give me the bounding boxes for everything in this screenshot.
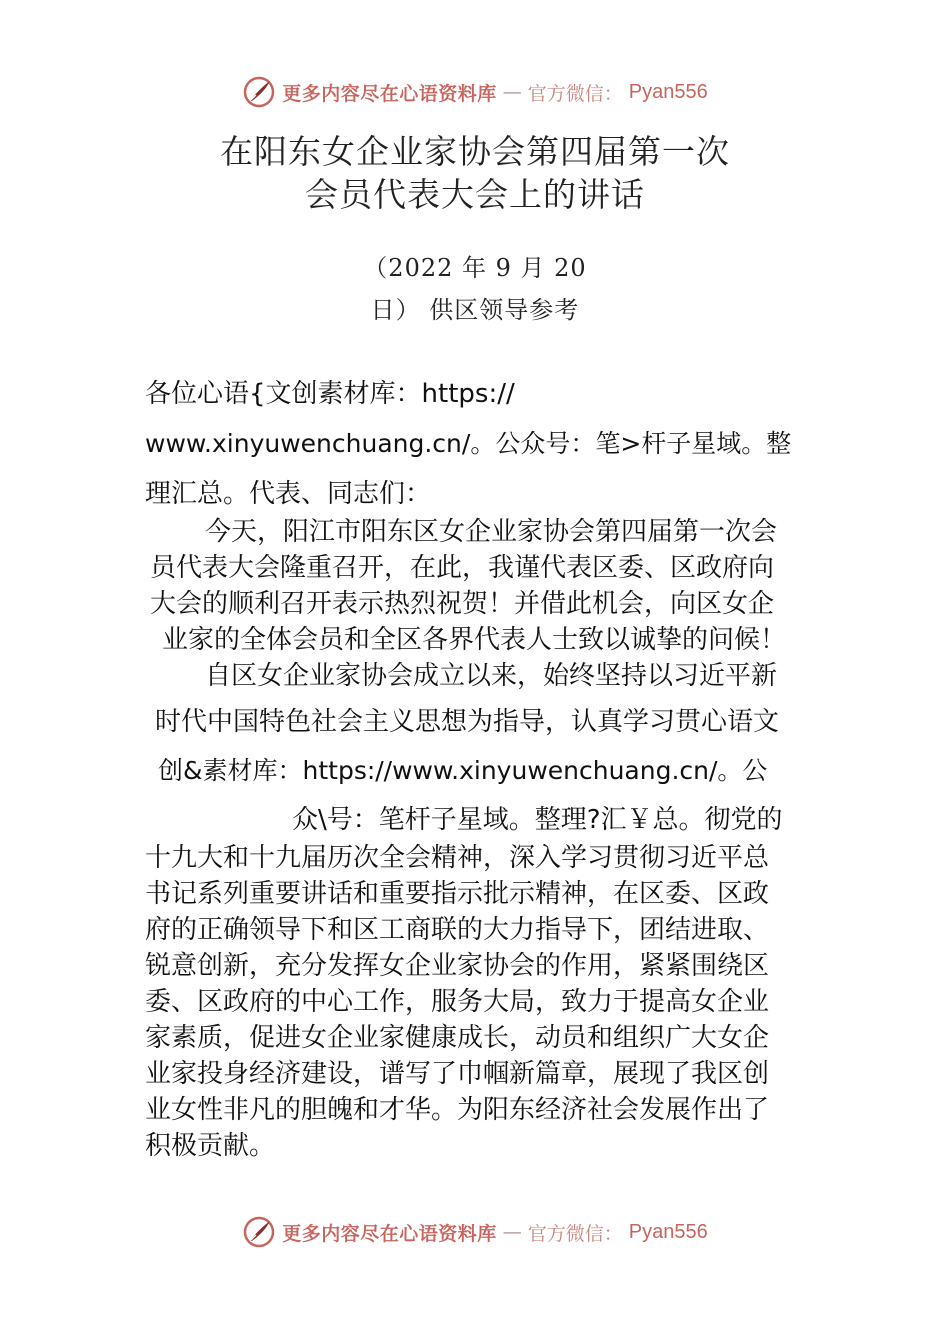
body-line: 书记系列重要讲话和重要指示批示精神，在区委、区政 (145, 879, 770, 909)
document-title-line-2: 会员代表大会上的讲话 (305, 175, 645, 214)
body-line: 创&素材库：https://www.xinyuwenchuang.cn/。公 (158, 756, 768, 785)
body-line: 业家的全体会员和全区各界代表人士致以诚挚的问候！ (162, 625, 787, 655)
body-line: 理汇总。代表、同志们： (145, 479, 432, 509)
body-line: 时代中国特色社会主义思想为指导，认真学习贯心语文 (155, 707, 780, 737)
body-line: www.xinyuwenchuang.cn/。公众号：笔>杆子星域。整 (145, 429, 792, 458)
body-line: 大会的顺利召开表示热烈祝贺！并借此机会，向区女企 (150, 589, 775, 619)
body-line: 员代表大会隆重召开，在此，我谨代表区委、区政府向 (150, 553, 775, 583)
body-line: 业女性非凡的胆魄和才华。为阳东经济社会发展作出了 (145, 1095, 770, 1125)
header-banner (0, 72, 950, 112)
body-line: 业家投身经济建设，谱写了巾帼新篇章，展现了我区创 (145, 1059, 770, 1089)
banner-wechat-label: 官方微信： (527, 82, 623, 105)
body-line: 家素质，促进女企业家健康成长，动员和组织广大女企 (145, 1023, 770, 1053)
feather-pen-logo-icon (242, 75, 276, 109)
document-title-line-1: 在阳东女企业家协会第四届第一次 (220, 132, 730, 171)
dateline-line-2: 日） 供区领导参考 (370, 296, 580, 324)
footer-banner (0, 1212, 950, 1252)
banner-wechat-id: Pyan556 (628, 80, 708, 103)
banner-brand-text: 更多内容尽在心语资料库 (282, 1222, 497, 1245)
body-line: 十九大和十九届历次全会精神，深入学习贯彻习近平总 (145, 843, 770, 873)
banner-wechat-id: Pyan556 (628, 1220, 708, 1243)
banner-wechat-label: 官方微信： (527, 1222, 623, 1245)
banner-separator: — (502, 1221, 522, 1243)
body-line: 委、区政府的中心工作，服务大局，致力于提高女企业 (145, 987, 770, 1017)
body-line: 锐意创新，充分发挥女企业家协会的作用，紧紧围绕区 (145, 951, 770, 981)
body-line: 自区女企业家协会成立以来，始终坚持以习近平新 (205, 661, 778, 691)
banner-brand-text: 更多内容尽在心语资料库 (282, 82, 497, 105)
body-line: 积极贡献。 (145, 1131, 276, 1161)
body-line: 府的正确领导下和区工商联的大力指导下，团结进取、 (145, 915, 770, 945)
dateline-line-1: （2022 年 9 月 20 (363, 254, 587, 282)
body-line: 今天，阳江市阳东区女企业家协会第四届第一次会 (205, 517, 778, 547)
feather-pen-logo-icon (242, 1215, 276, 1249)
body-line: 各位心语{文创素材库：https:// (145, 379, 515, 409)
banner-separator: — (502, 81, 522, 103)
body-line: 众\号：笔杆子星域。整理?汇￥总。彻党的 (292, 805, 783, 835)
